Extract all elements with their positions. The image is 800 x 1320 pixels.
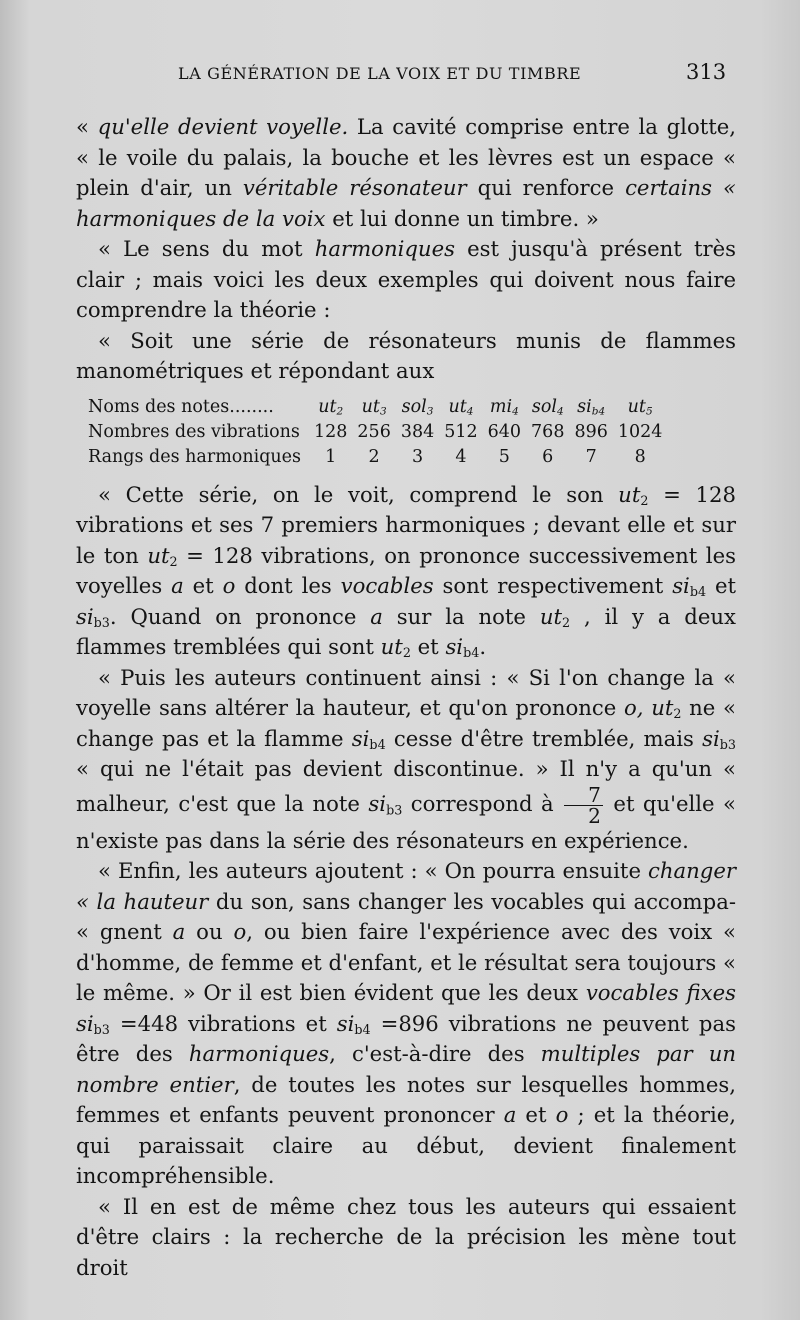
paragraph-3: « Soit une série de résonateurs munis de flammes manométriques et répondant aux [76, 327, 736, 383]
vibration-cell: 128 [314, 421, 348, 442]
rank-cell: 1 [325, 446, 337, 467]
table-row-vibrations [88, 420, 667, 445]
paragraph-1: « qu'elle devient voyelle. La cavité comprise entre la glotte, « le voile du palais, la bouche et les lèvres est un espace « plein d'air, un véritable résonateur qui renforce certains « harmoniques de la voix et lui donne un timbre. » [76, 114, 737, 231]
page-number: 313 [686, 60, 727, 84]
rank-cell: 7 [585, 446, 597, 467]
running-title: LA GÉNÉRATION DE LA VOIX ET DU TIMBRE [178, 64, 582, 83]
rank-cell: 5 [498, 446, 510, 467]
note-cell: $ut_3$ [361, 396, 387, 418]
fraction: $\frac{7}{2}$ [564, 785, 603, 826]
paragraph-7: « Il en est de même chez tous les auteurs qui essaient d'être clairs : la recherche de la précision les mène tout droit [76, 1193, 736, 1280]
vibration-cell: 256 [357, 421, 391, 442]
note-cell: $ut_4$ [448, 396, 474, 418]
paragraph-6: « Enfin, les auteurs ajoutent : « On pourra ensuite changer « la hauteur du son, sans changer les vocables qui accompa- « gnent a ou o, ou bien faire l'expérience avec des voix « d'homme, de femme et d'enfant, et le résultat sera toujours « le même. » Or il est bien évident que les deux vocables fixes $si_{b3} =448$ vibrations et $si_{b4} =896$ vibrations ne peuvent pas être des harmoniques, c'est-à-dire des multiples par un nombre entier, de toutes les notes sur lesquelles hommes, femmes et enfants peuvent prononcer a et o ; et la théorie, qui paraissait claire au début, devient finalement incompréhensible. [76, 858, 737, 1189]
vibration-cell: 640 [487, 421, 522, 442]
vibration-cell: 1024 [617, 421, 663, 442]
rank-cell: 8 [634, 446, 646, 467]
rank-cell: 4 [455, 446, 467, 467]
note-cell: sol$_3$ [401, 396, 434, 418]
rank-cell: 3 [411, 446, 424, 467]
note-cell: $ut_2$ [318, 396, 344, 418]
vibration-cell: 384 [400, 421, 435, 442]
page-header [0, 58, 800, 88]
note-cell: $ut_5$ [627, 396, 653, 418]
row-label: Rangs des harmoniques [88, 446, 302, 467]
note-cell: $mi_4$ [489, 396, 519, 418]
paragraph-2: « Le sens du mot harmoniques est jusqu'à présent très clair ; mais voici les deux exemples qui doivent nous faire comprendre la théorie : [76, 236, 737, 322]
paragraph-4: « Cette série, on le voit, comprend le son $ut_2 = 128$ vibrations et ses 7 premiers harmoniques ; devant elle et sur le ton $ut_2 = 128$ vibrations, on prononce successivement les voyelles a et o dont les vocables sont respectivement $si_{b4}$ et $si_{b3}$. Quand on prononce a sur la note $ut_2$ , il y a deux flammes tremblées qui sont $ut_2$ et $si_{b4}$. [76, 481, 737, 661]
body-text [76, 112, 736, 1283]
note-cell: $si_{b4}$ [577, 396, 606, 418]
table-row-note-names [88, 395, 667, 420]
paragraph-5: « Puis les auteurs continuent ainsi : « Si l'on change la « voyelle sans altérer la hauteur, et qu'on prononce o, $ut_2$ ne « change pas et la flamme $si_{b4}$ cesse d'être tremblée, mais $si_{b3}$ « qui ne l'était pas devient discontinue. » Il n'y a qu'un « malheur, c'est que la note $si_{b3}$ correspond à $\frac{7}{2}$ et qu'elle « n'existe pas dans la série des résonateurs en expérience. [76, 664, 737, 853]
vibration-cell: 768 [531, 421, 565, 442]
vibration-cell: 512 [444, 421, 478, 442]
table-row-ranks [88, 445, 667, 470]
row-label: Nombres des vibrations [88, 421, 300, 442]
row-label: Noms des notes........ [88, 396, 274, 417]
rank-cell: 2 [368, 446, 380, 467]
note-cell: sol$_4$ [531, 396, 564, 418]
notes-table [88, 395, 667, 470]
rank-cell: 6 [542, 446, 554, 467]
vibration-cell: 896 [574, 421, 608, 442]
